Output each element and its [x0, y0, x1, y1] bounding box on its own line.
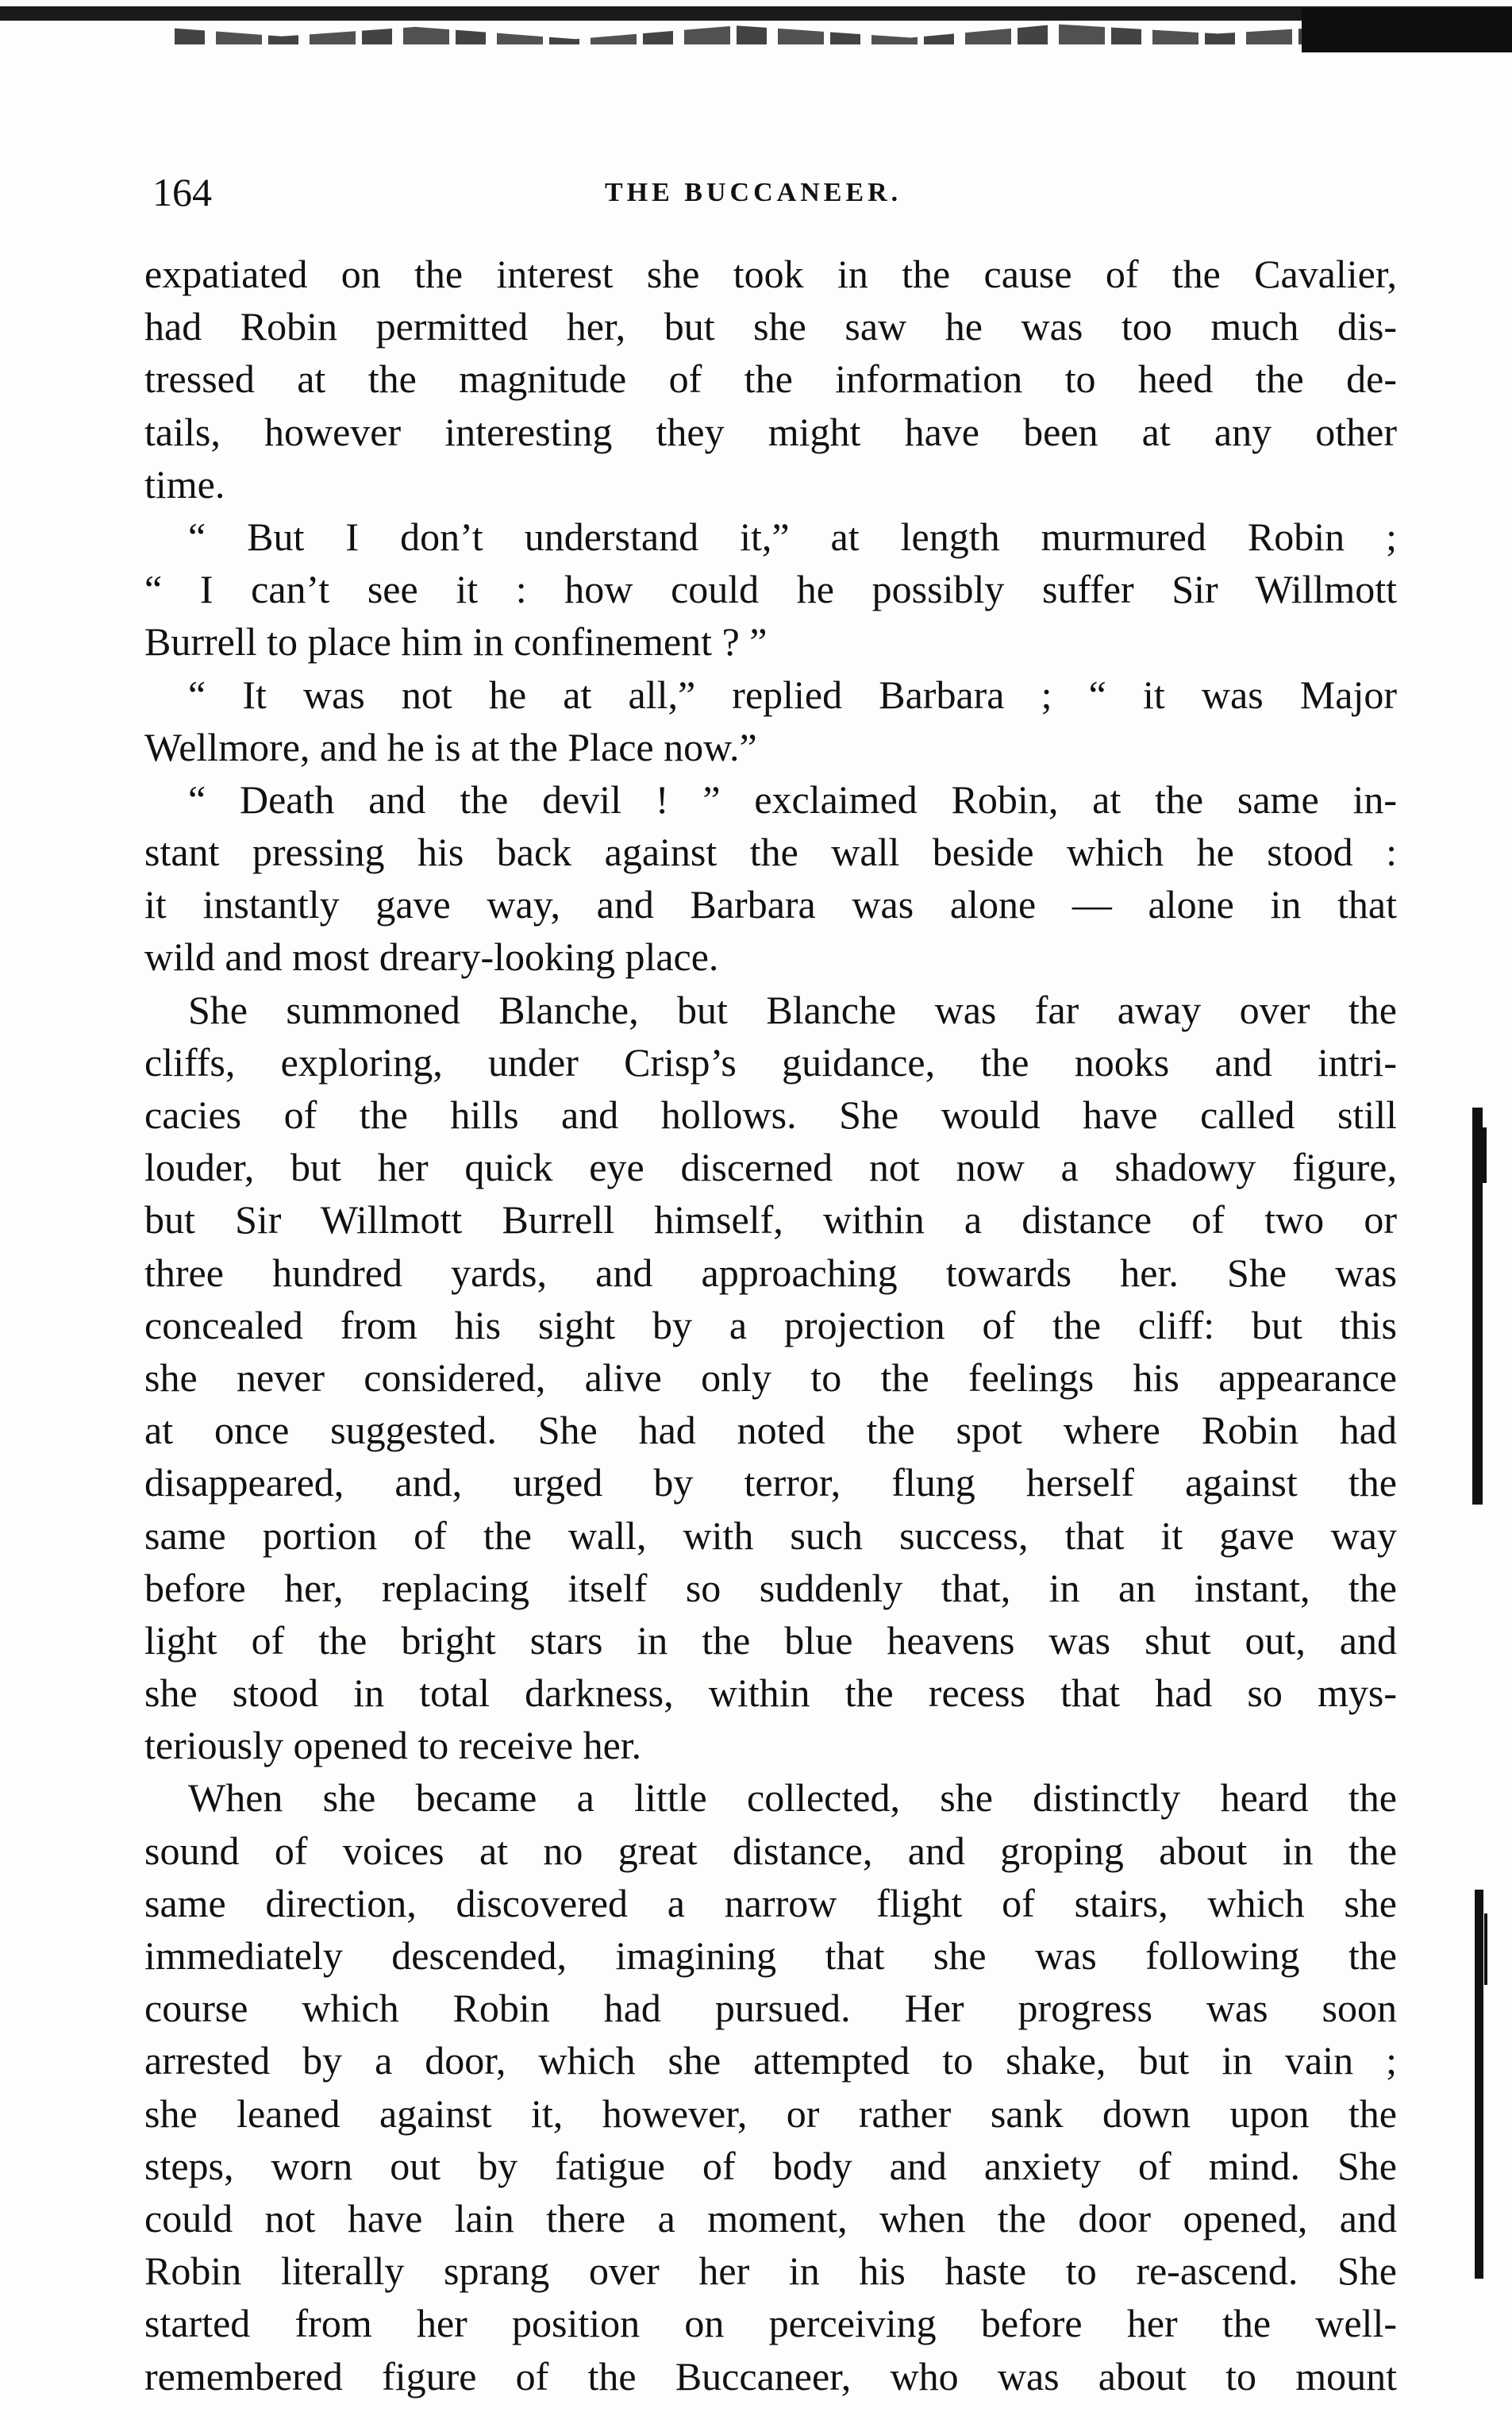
text-line: could not have lain there a moment, when the door opened, and	[144, 2195, 1397, 2241]
text-line: she leaned against it, however, or rather sank down upon the	[144, 2091, 1397, 2136]
text-line: cacies of the hills and hollows. She would have called still	[144, 1092, 1397, 1137]
text-line: sound of voices at no great distance, and groping about in the	[144, 1828, 1397, 1873]
text-line: course which Robin had pursued. Her progress was soon	[144, 1986, 1397, 2031]
text-line: “ It was not he at all,” replied Barbara ; “ it was Major	[188, 672, 1397, 717]
text-line: steps, worn out by fatigue of body and anxiety of mind. She	[144, 2143, 1397, 2188]
text-line: disappeared, and, urged by terror, flung herself against the	[144, 1460, 1397, 1505]
text-line: but Sir Willmott Burrell himself, within a distance of two or	[144, 1197, 1397, 1243]
edge-band	[0, 6, 1512, 21]
text-line: same direction, discovered a narrow flight of stairs, which she	[144, 1880, 1397, 1925]
ink-bleed-mark	[1475, 1890, 1483, 2279]
ink-bleed-mark	[1484, 1913, 1487, 1985]
text-line: Wellmore, and he is at the Place now.”	[144, 724, 757, 769]
text-line: tressed at the magnitude of the information to heed the de-	[144, 356, 1397, 402]
ink-bleed-mark	[1483, 1127, 1487, 1183]
text-line: had Robin permitted her, but she saw he was too much dis-	[144, 304, 1397, 349]
body-text	[144, 248, 1397, 2403]
text-line: tails, however interesting they might have been at any other	[144, 409, 1397, 454]
text-line: She summoned Blanche, but Blanche was far away over the	[188, 987, 1397, 1032]
text-line: she stood in total darkness, within the recess that had so mys-	[144, 1670, 1397, 1716]
text-line: it instantly gave way, and Barbara was alone — alone in that	[144, 882, 1397, 927]
text-line: concealed from his sight by a projection of the cliff: but this	[144, 1302, 1397, 1347]
text-line: cliffs, exploring, under Crisp’s guidance, the nooks and intri-	[144, 1039, 1397, 1085]
text-line: same portion of the wall, with such success, that it gave way	[144, 1512, 1397, 1558]
text-line: before her, replacing itself so suddenly that, in an instant, the	[144, 1565, 1397, 1610]
text-line: Burrell to place him in confinement ? ”	[144, 619, 768, 665]
text-line: she never considered, alive only to the feelings his appearance	[144, 1355, 1397, 1400]
edge-corner-shadow	[1302, 8, 1512, 52]
text-line: Robin literally sprang over her in his haste to re-ascend. She	[144, 2249, 1397, 2294]
text-line: started from her position on perceiving before her the well-	[144, 2301, 1397, 2346]
text-line: “ But I don’t understand it,” at length murmured Robin ;	[188, 514, 1397, 559]
text-line: “ Death and the devil ! ” exclaimed Robin, at the same in-	[188, 776, 1397, 822]
text-line: time.	[144, 461, 225, 507]
text-line: at once suggested. She had noted the spot where Robin had	[144, 1408, 1397, 1453]
text-line: teriously opened to receive her.	[144, 1723, 642, 1768]
text-line: arrested by a door, which she attempted to shake, but in vain ;	[144, 2038, 1397, 2083]
text-line: wild and most dreary-looking place.	[144, 934, 719, 980]
text-line: stant pressing his back against the wall beside which he stood :	[144, 830, 1397, 875]
text-line: When she became a little collected, she distinctly heard the	[188, 1775, 1397, 1821]
ink-bleed-mark	[1472, 1108, 1483, 1505]
text-line: louder, but her quick eye discerned not now a shadowy figure,	[144, 1145, 1397, 1190]
running-head	[152, 168, 1391, 216]
text-line: expatiated on the interest she took in the cause of the Cavalier,	[144, 252, 1397, 296]
text-line: immediately descended, imagining that she was following the	[144, 1933, 1397, 1978]
running-title: THE BUCCANEER.	[605, 178, 902, 207]
torn-page-edge	[0, 0, 1512, 56]
page-number: 164	[152, 170, 212, 214]
text-line: “ I can’t see it : how could he possibly suffer Sir Willmott	[144, 567, 1397, 612]
text-line: three hundred yards, and approaching towards her. She was	[144, 1250, 1397, 1295]
text-line: light of the bright stars in the blue heavens was shut out, and	[144, 1617, 1397, 1663]
text-line: remembered figure of the Buccaneer, who was about to mount	[144, 2353, 1397, 2399]
